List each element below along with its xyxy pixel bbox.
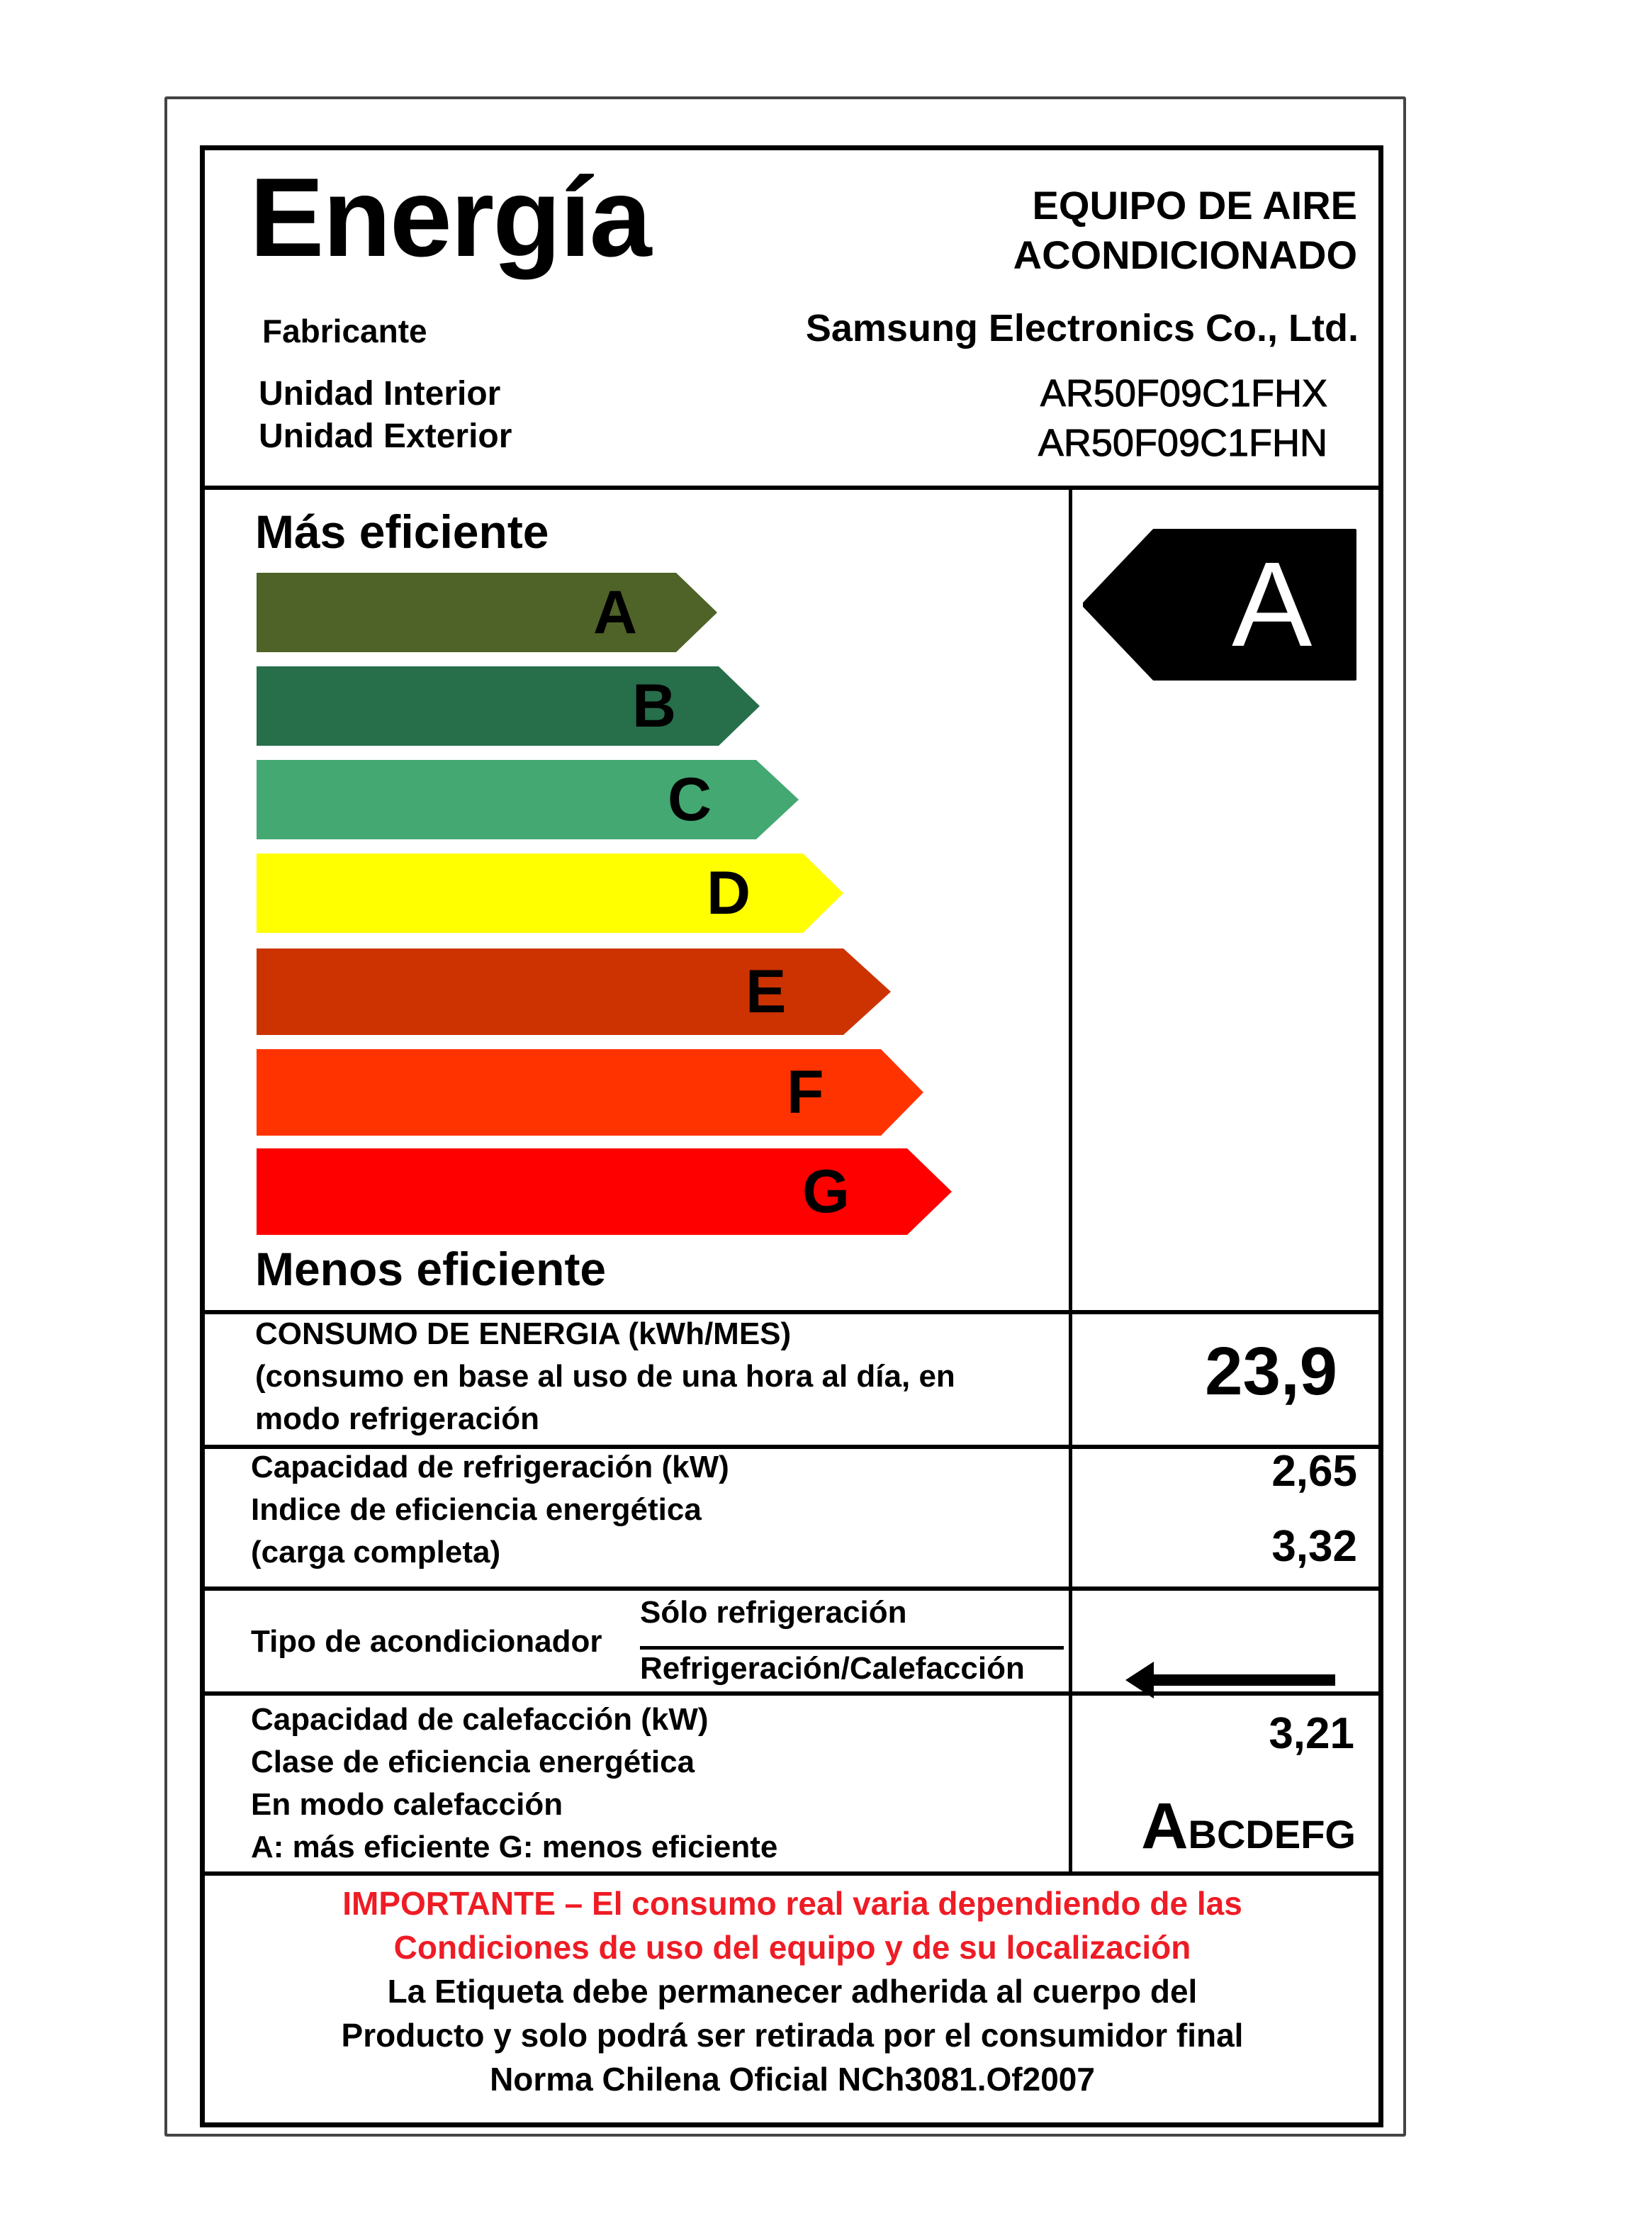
outdoor-unit-value: AR50F09C1FHN: [1038, 422, 1327, 464]
selected-type-arrow-icon: [1125, 1660, 1338, 1703]
class-bar-b: [257, 666, 767, 746]
type-option-cooling-only: Sólo refrigeración: [640, 1595, 907, 1630]
heating-capacity-label: Capacidad de calefacción (kW): [251, 1702, 709, 1737]
bar-arrow-shape: [257, 573, 724, 652]
heating-class-label-line3: A: más eficiente G: menos eficiente: [251, 1830, 778, 1864]
equipment-type: [1013, 181, 1357, 280]
bar-arrow-shape: [257, 854, 852, 933]
label-title: Energía: [249, 155, 651, 280]
bar-letter: D: [707, 859, 751, 927]
heating-capacity-value: 3,21: [1269, 1709, 1354, 1758]
consumption-label-line2: (consumo en base al uso de una hora al día, en: [255, 1359, 955, 1394]
cooling-capacity-label: Capacidad de refrigeración (kW): [251, 1450, 729, 1484]
equipment-type-line1: EQUIPO DE AIRE: [1032, 183, 1357, 228]
norm-reference: Norma Chilena Oficial NCh3081.Of2007: [490, 2061, 1095, 2098]
cooling-capacity-value: 2,65: [1271, 1447, 1357, 1496]
bar-letter: A: [593, 578, 638, 647]
note-line1: La Etiqueta debe permanecer adherida al cuerpo del: [387, 1973, 1198, 2010]
class-bar-d: [257, 854, 852, 933]
class-bar-a: [257, 573, 724, 652]
cooling-efficiency-label-line1: Indice de eficiencia energética: [251, 1492, 702, 1527]
type-top-separator: [205, 1586, 1378, 1591]
bar-arrow-shape: [257, 760, 809, 839]
class-bar-e: [257, 948, 901, 1035]
cooling-efficiency-label-line2: (carga completa): [251, 1535, 501, 1569]
bar-arrow-shape: [257, 948, 901, 1035]
bar-arrow-shape: [257, 1148, 958, 1235]
consumption-label: [255, 1313, 955, 1440]
footer-top-separator: [205, 1871, 1378, 1876]
indoor-unit-value: AR50F09C1FHX: [1040, 372, 1327, 415]
class-bar-f: [257, 1049, 930, 1136]
consumption-value: 23,9: [1205, 1333, 1337, 1409]
note-line2: Producto y solo podrá ser retirada por el consumidor final: [341, 2017, 1244, 2054]
rating-arrow-shape: [1083, 526, 1359, 683]
bar-letter: E: [746, 958, 787, 1026]
heating-top-separator: [205, 1691, 1378, 1696]
heating-class-label-line1: Clase de eficiencia energética: [251, 1745, 695, 1779]
most-efficient-label: Más eficiente: [255, 505, 549, 558]
indoor-unit-label: Unidad Interior: [259, 375, 501, 413]
header-separator: [205, 486, 1378, 490]
important-line2: Condiciones de uso del equipo y de su localización: [393, 1929, 1191, 1966]
least-efficient-label: Menos eficiente: [255, 1243, 607, 1295]
class-bar-g: [257, 1148, 958, 1235]
heating-class-label-line2: En modo calefacción: [251, 1787, 563, 1822]
class-bar-c: [257, 760, 809, 839]
type-label: Tipo de acondicionador: [251, 1624, 602, 1659]
rating-indicator: [1083, 526, 1359, 687]
heating-class-selected: A: [1141, 1790, 1189, 1862]
manufacturer-value: Samsung Electronics Co., Ltd.: [805, 307, 1359, 349]
bar-letter: G: [802, 1158, 850, 1226]
bar-arrow-shape: [257, 1049, 930, 1136]
bar-letter: C: [668, 766, 712, 834]
heating-class-value: [1141, 1790, 1356, 1862]
column-divider: [1069, 489, 1072, 1871]
consumption-label-line3: modo refrigeración: [255, 1401, 539, 1436]
equipment-type-line2: ACONDICIONADO: [1013, 233, 1357, 277]
important-line1: IMPORTANTE – El consumo real varia dependiendo de las: [342, 1885, 1242, 1922]
manufacturer-label: Fabricante: [262, 313, 427, 349]
consumption-label-line1: CONSUMO DE ENERGIA (kWh/MES): [255, 1316, 792, 1351]
rating-letter: A: [1232, 537, 1313, 672]
bar-letter: B: [632, 672, 677, 740]
cooling-efficiency-value: 3,32: [1271, 1522, 1357, 1571]
bar-arrow-shape: [257, 666, 767, 746]
heating-class-others: BCDEFG: [1188, 1812, 1356, 1857]
outdoor-unit-label: Unidad Exterior: [259, 418, 512, 455]
type-option-cooling-heating: Refrigeración/Calefacción: [640, 1651, 1025, 1686]
bar-letter: F: [787, 1058, 824, 1126]
